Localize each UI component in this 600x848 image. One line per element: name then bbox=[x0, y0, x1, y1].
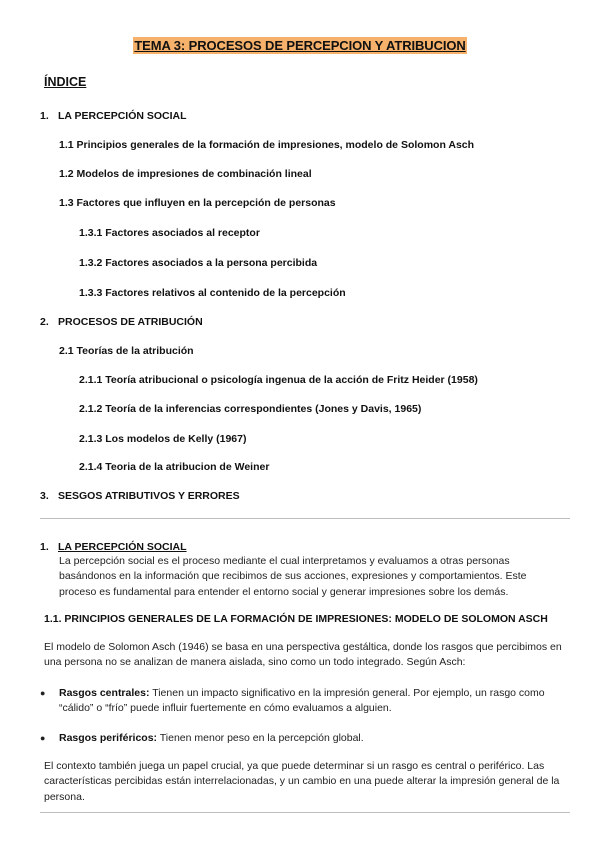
list-item-text bbox=[59, 686, 569, 717]
toc-item[interactable]: 2.1.3 Los modelos de Kelly (1967) bbox=[79, 433, 247, 445]
list-item-desc: Tienen un impacto significativo en la impresión general. Por ejemplo, un rasgo como “cálido” o “frío” puede influir fuertemente en cómo evaluamos a alguien. bbox=[59, 687, 545, 715]
list-item-term: Rasgos centrales: bbox=[59, 687, 150, 699]
toc-number: 3. bbox=[40, 490, 49, 502]
document-title-text: TEMA 3: PROCESOS DE PERCEPCION Y ATRIBUCION bbox=[134, 38, 466, 53]
toc-item[interactable]: 1.3.1 Factores asociados al receptor bbox=[79, 227, 260, 239]
list-item-text bbox=[59, 731, 569, 746]
list-item-term: Rasgos periféricos: bbox=[59, 732, 158, 744]
toc-item[interactable]: 1.3.3 Factores relativos al contenido de la percepción bbox=[79, 287, 346, 299]
toc-number: 2. bbox=[40, 316, 49, 328]
toc-item[interactable]: 2.1.4 Teoria de la atribucion de Weiner bbox=[79, 461, 270, 473]
subsection-heading: 1.1. PRINCIPIOS GENERALES DE LA FORMACIÓN DE IMPRESIONES: MODELO DE SOLOMON ASCH bbox=[44, 613, 548, 625]
toc-label: LA PERCEPCIÓN SOCIAL bbox=[58, 110, 187, 122]
toc-item[interactable]: 1.2 Modelos de impresiones de combinación lineal bbox=[59, 168, 312, 180]
toc-label: PROCESOS DE ATRIBUCIÓN bbox=[58, 316, 203, 328]
toc-item[interactable]: 2.1 Teorías de la atribución bbox=[59, 345, 194, 357]
toc-number: 1. bbox=[40, 110, 49, 122]
index-heading: ÍNDICE bbox=[44, 75, 87, 89]
list-item-desc: Tienen menor peso en la percepción global. bbox=[157, 732, 364, 744]
horizontal-divider bbox=[40, 518, 570, 519]
document-title bbox=[0, 37, 600, 55]
toc-item[interactable] bbox=[40, 110, 187, 122]
section-heading bbox=[40, 541, 187, 553]
bullet-icon: ● bbox=[40, 733, 46, 743]
toc-item[interactable]: 1.3 Factores que influyen en la percepción de personas bbox=[59, 197, 336, 209]
asch-paragraph: El modelo de Solomon Asch (1946) se basa en una perspectiva gestáltica, donde los rasgos que percibimos en una persona no se analizan de manera aislada, sino como un todo integrado. Según Asch: bbox=[44, 641, 562, 669]
toc-item[interactable] bbox=[40, 316, 203, 328]
section-intro-paragraph: La percepción social es el proceso mediante el cual interpretamos y evaluamos a otras personas basándonos en la información que recibimos de sus acciones, expresiones y comportamientos. Este proceso es fundamental para entender el entorno social y generar impresiones sobre los demás. bbox=[59, 555, 527, 598]
horizontal-divider bbox=[40, 812, 570, 813]
bullet-icon: ● bbox=[40, 688, 46, 698]
context-paragraph: El contexto también juega un papel crucial, ya que puede determinar si un rasgo es central o periférico. Las características percibidas están interrelacionadas, y un cambio en una puede alterar la impresión general de la persona. bbox=[44, 760, 560, 803]
toc-item[interactable]: 2.1.1 Teoría atribucional o psicología ingenua de la acción de Fritz Heider (1958) bbox=[79, 374, 478, 386]
toc-item[interactable]: 1.1 Principios generales de la formación de impresiones, modelo de Solomon Asch bbox=[59, 139, 475, 151]
section-title: LA PERCEPCIÓN SOCIAL bbox=[58, 541, 187, 553]
toc-label: SESGOS ATRIBUTIVOS Y ERRORES bbox=[58, 490, 240, 502]
toc-item[interactable] bbox=[40, 490, 240, 502]
toc-item[interactable]: 2.1.2 Teoría de la inferencias correspondientes (Jones y Davis, 1965) bbox=[79, 403, 422, 415]
toc-item[interactable]: 1.3.2 Factores asociados a la persona percibida bbox=[79, 257, 318, 269]
section-number: 1. bbox=[40, 541, 49, 553]
